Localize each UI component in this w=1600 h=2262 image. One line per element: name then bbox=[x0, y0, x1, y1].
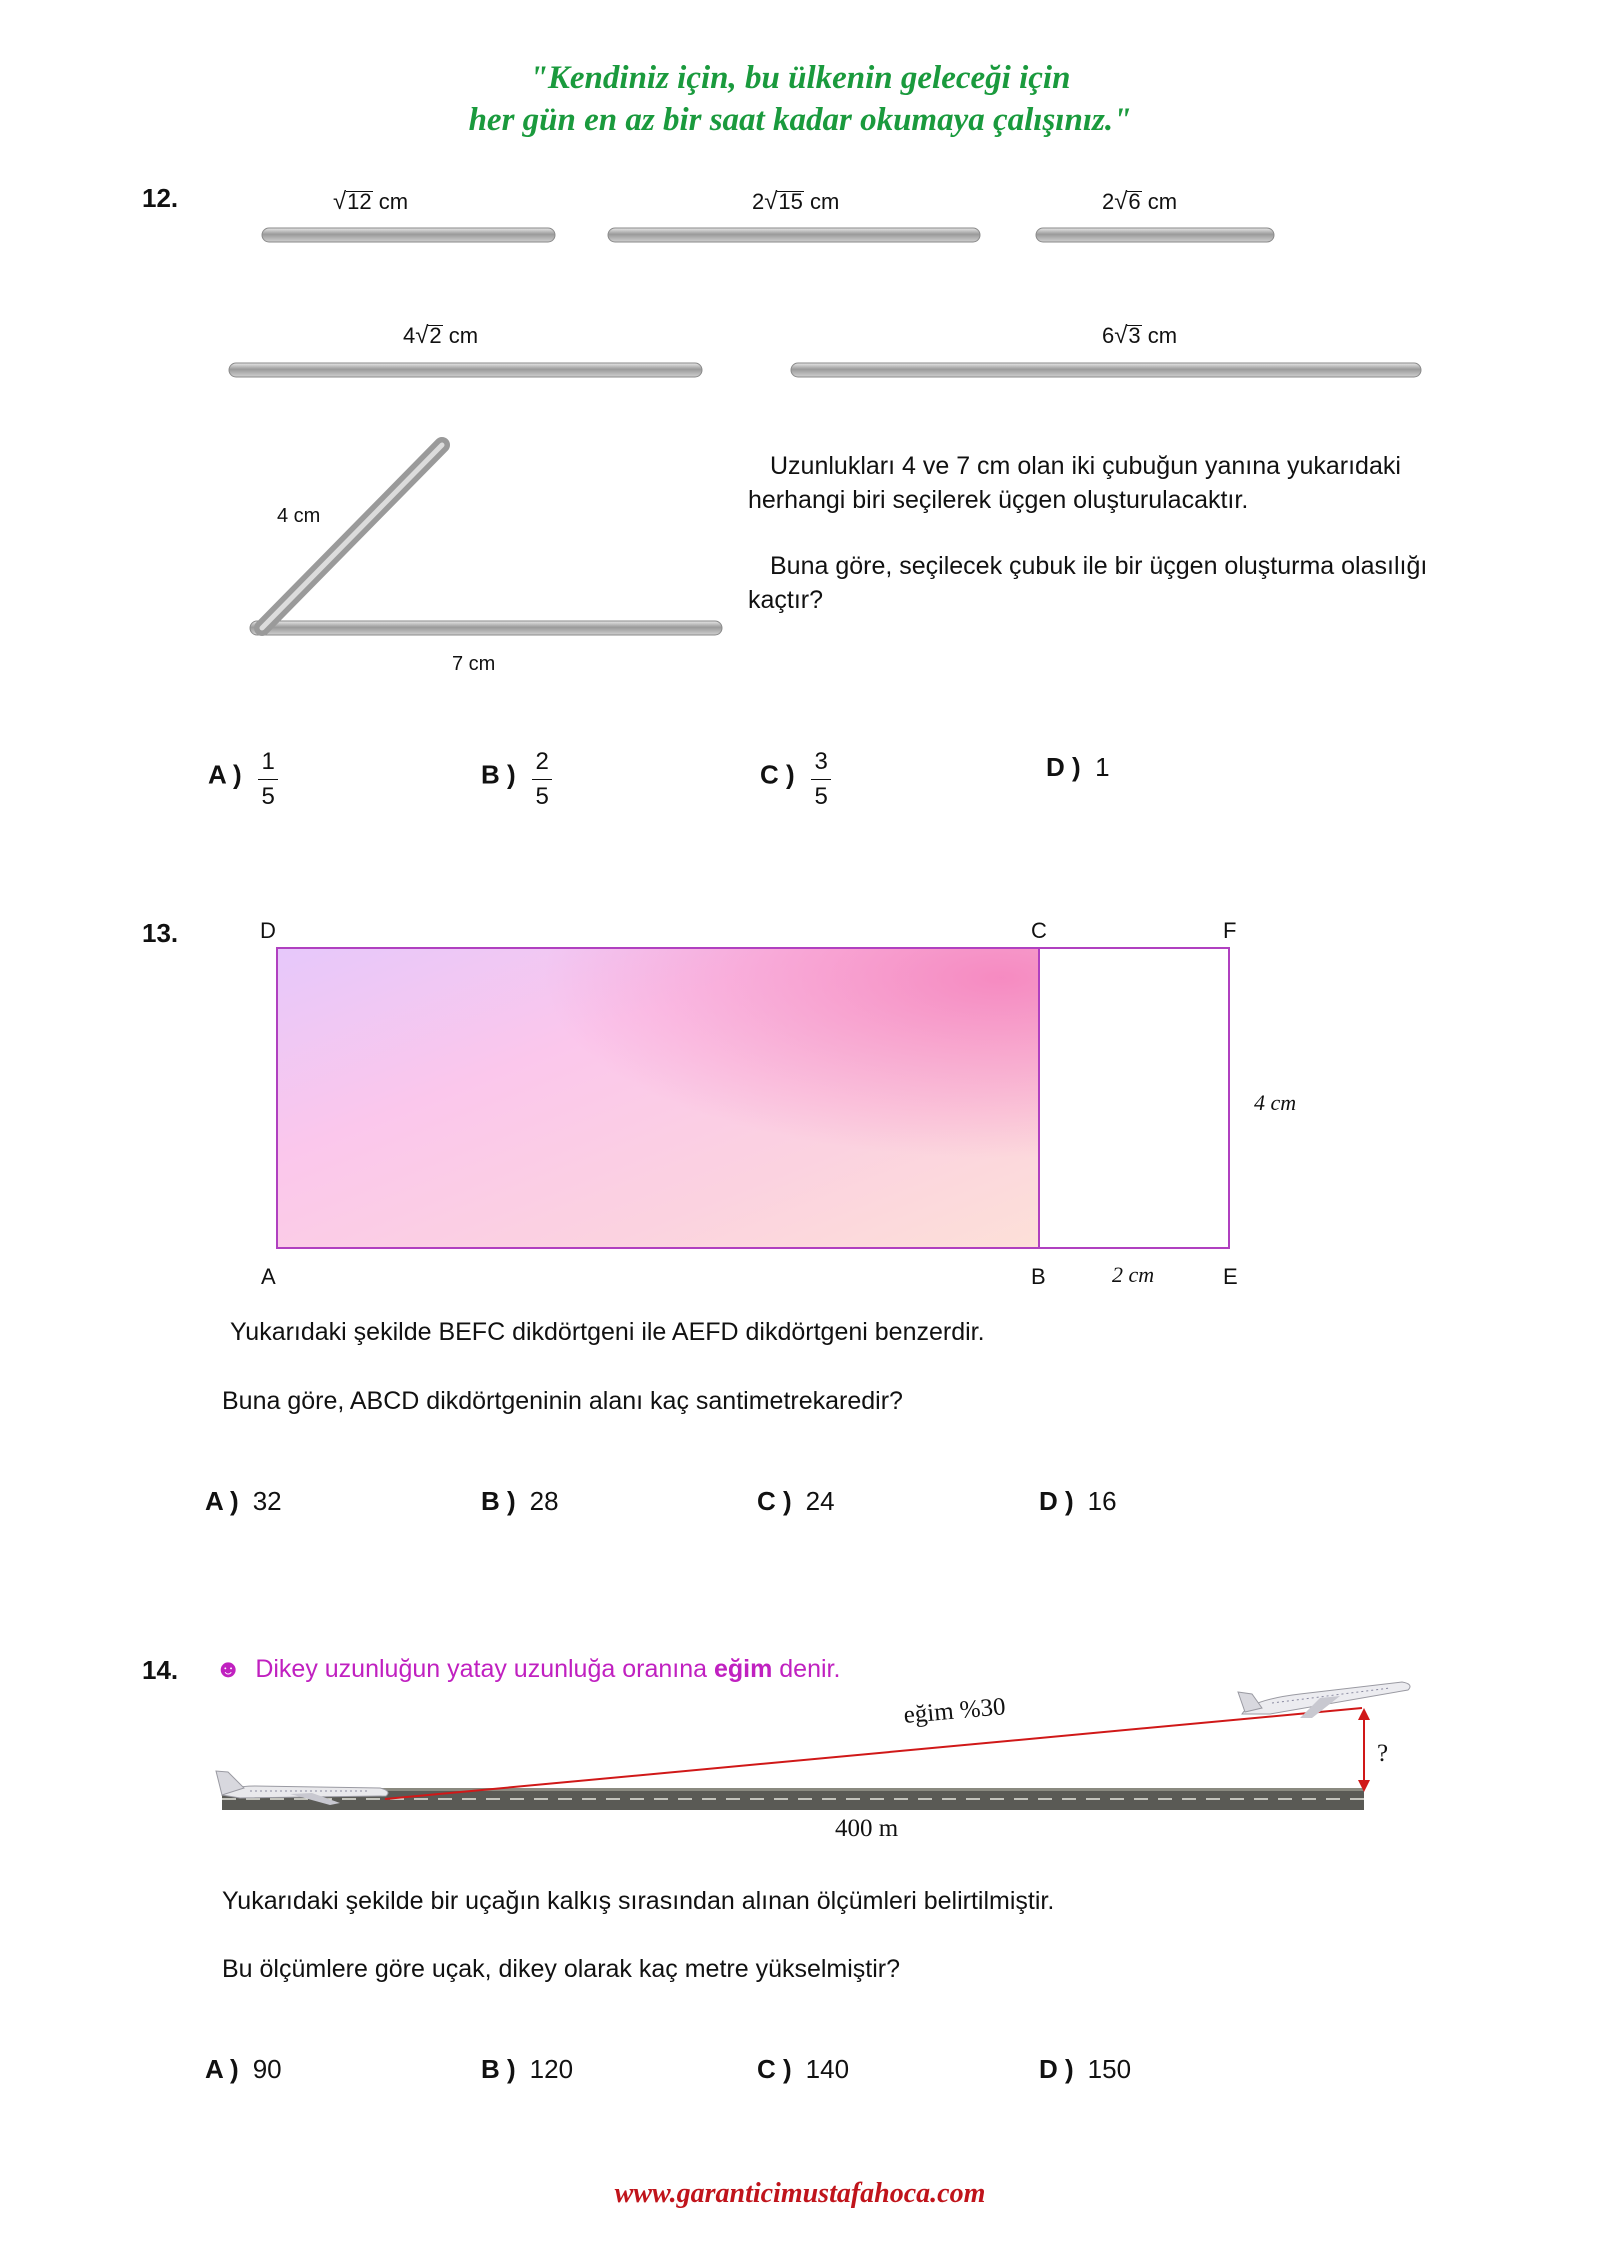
point-d: D bbox=[260, 918, 276, 943]
question-14-number: 14. bbox=[142, 1655, 179, 1685]
point-c: C bbox=[1031, 918, 1047, 943]
rod-3-label: 2√6 cm bbox=[1102, 188, 1178, 215]
plane-air-icon bbox=[1238, 1682, 1410, 1718]
q12-choice-c[interactable]: C ) $\frac{3}{5}$ bbox=[760, 748, 831, 811]
header-quote-line1: "Kendiniz için, bu ülkenin geleceği için bbox=[529, 60, 1071, 96]
rod-3 bbox=[1036, 228, 1274, 242]
side-label-4cm: 4 cm bbox=[1254, 1090, 1297, 1115]
q13-choice-b[interactable]: B ) 28 bbox=[481, 1486, 559, 1516]
footer-url[interactable]: www.garanticimustafahoca.com bbox=[614, 2178, 986, 2209]
q12-choice-b[interactable]: B ) $\frac{2}{5}$ bbox=[481, 748, 552, 811]
q14-choice-b[interactable]: B ) 120 bbox=[481, 2054, 574, 2084]
q14-choice-a[interactable]: A ) 90 bbox=[205, 2054, 282, 2084]
rod-1 bbox=[262, 228, 555, 242]
point-e: E bbox=[1223, 1264, 1238, 1289]
point-a: A bbox=[261, 1264, 276, 1289]
triangle-label-7cm: 7 cm bbox=[452, 653, 496, 675]
q13-text-p2: Buna göre, ABCD dikdörtgeninin alanı kaç santimetrekaredir? bbox=[222, 1387, 903, 1415]
distance-label: 400 m bbox=[835, 1815, 899, 1842]
slope-label: eğim %30 bbox=[902, 1693, 1007, 1730]
q12-choice-d[interactable]: D ) 1 bbox=[1046, 752, 1110, 782]
question-13-number: 13. bbox=[142, 918, 179, 948]
height-question-mark: ? bbox=[1377, 1740, 1389, 1767]
rod-4 bbox=[229, 363, 702, 377]
q13-choice-c[interactable]: C ) 24 bbox=[757, 1486, 835, 1516]
q12-text-p2: Buna göre, seçilecek çubuk ile bir üçgen oluşturma olasılığı kaçtır? bbox=[748, 552, 1428, 614]
q12-choice-a[interactable]: A ) $\frac{1}{5}$ bbox=[208, 748, 278, 811]
question-12-number: 12. bbox=[142, 183, 179, 213]
q14-choice-c[interactable]: C ) 140 bbox=[757, 2054, 850, 2084]
rod-5-label: 6√3 cm bbox=[1102, 322, 1178, 349]
rod-2-label: 2√15 cm bbox=[752, 188, 840, 215]
base-label-2cm: 2 cm bbox=[1112, 1262, 1155, 1287]
rod-5 bbox=[791, 363, 1421, 377]
bullet-icon: ☻ bbox=[215, 1655, 242, 1683]
q13-choice-a[interactable]: A ) 32 bbox=[205, 1486, 282, 1516]
rod-4-label: 4√2 cm bbox=[403, 322, 479, 349]
q12-text-p1: Uzunlukları 4 ve 7 cm olan iki çubuğun yanına yukarıdaki herhangi biri seçilerek üçgen oluşturulacaktır. bbox=[748, 452, 1401, 514]
q13-text-p1: Yukarıdaki şekilde BEFC dikdörtgeni ile AEFD dikdörtgeni benzerdir. bbox=[230, 1318, 985, 1346]
slope-line bbox=[385, 1708, 1362, 1799]
point-f: F bbox=[1223, 918, 1237, 943]
q13-rectangle-figure bbox=[0, 900, 1600, 1280]
rect-befc bbox=[1039, 948, 1229, 1248]
q13-choice-d[interactable]: D ) 16 bbox=[1039, 1486, 1117, 1516]
triangle-label-4cm: 4 cm bbox=[277, 505, 321, 527]
rod-1-label: √12 cm bbox=[333, 188, 409, 215]
q14-runway-figure bbox=[0, 1670, 1600, 1850]
q14-text-p2: Bu ölçümlere göre uçak, dikey olarak kaç metre yükselmiştir? bbox=[222, 1955, 901, 1983]
header-quote-line2: her gün en az bir saat kadar okumaya çalışınız." bbox=[468, 102, 1132, 138]
q14-choice-d[interactable]: D ) 150 bbox=[1039, 2054, 1132, 2084]
point-b: B bbox=[1031, 1264, 1046, 1289]
rod-7cm bbox=[250, 621, 722, 635]
rod-2 bbox=[608, 228, 980, 242]
q14-text-p1: Yukarıdaki şekilde bir uçağın kalkış sırasından alınan ölçümleri belirtilmiştir. bbox=[222, 1887, 1055, 1915]
q14-info: ☻ Dikey uzunluğun yatay uzunluğa oranına eğim denir. bbox=[215, 1655, 841, 1683]
